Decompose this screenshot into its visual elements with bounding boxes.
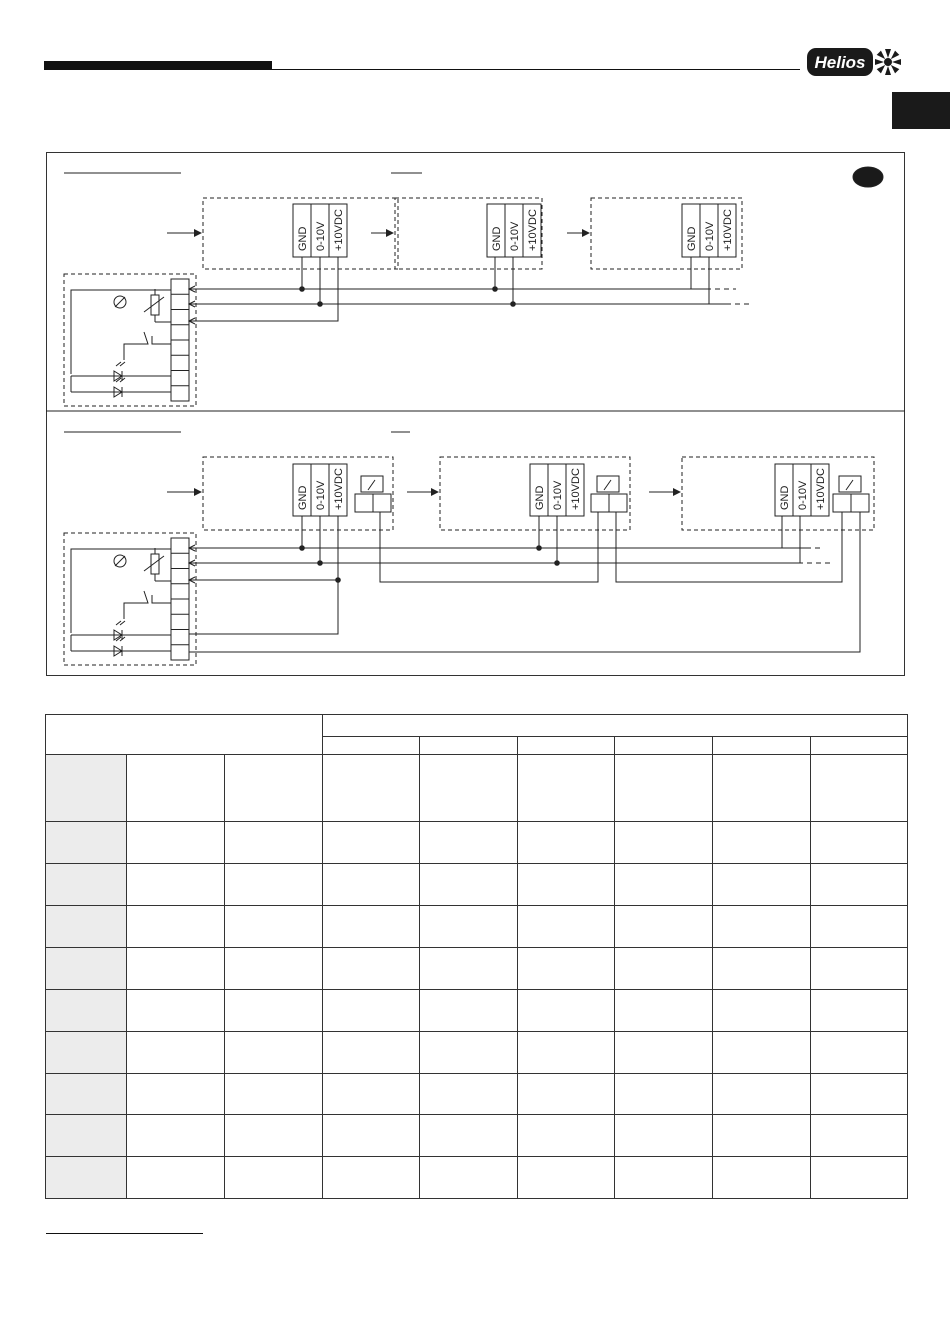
table-cell — [615, 906, 713, 948]
header-bar — [44, 61, 272, 70]
table-cell — [323, 864, 420, 906]
table-cell — [518, 1074, 615, 1115]
table-cell — [420, 906, 518, 948]
table-subheader-cell — [615, 737, 713, 755]
table-cell — [225, 864, 323, 906]
junction-dot — [511, 302, 516, 307]
diagram-badge — [853, 167, 883, 187]
table-cell — [323, 1074, 420, 1115]
table-row-header — [46, 1032, 127, 1074]
table-row — [46, 1032, 908, 1074]
table-cell — [323, 990, 420, 1032]
terminal-label: +10VDC — [570, 468, 582, 510]
table-cell — [225, 822, 323, 864]
potentiometer-wiper — [144, 556, 164, 571]
terminal-label: 0-10V — [704, 221, 716, 251]
table-row-header — [46, 1115, 127, 1157]
table-row-header — [46, 1157, 127, 1199]
table-row-header — [46, 948, 127, 990]
table-row-header — [46, 906, 127, 948]
table-cell — [518, 990, 615, 1032]
relay-switch — [604, 480, 611, 490]
table-cell — [811, 822, 908, 864]
table-row — [46, 990, 908, 1032]
junction-dot — [537, 546, 542, 551]
controller-wire — [152, 595, 171, 603]
table-row — [46, 948, 908, 990]
table-cell — [420, 822, 518, 864]
table-cell — [420, 1157, 518, 1199]
table-cell — [713, 1074, 811, 1115]
table-cell — [225, 906, 323, 948]
table-cell — [811, 864, 908, 906]
table-row-header — [46, 864, 127, 906]
terminal-label: GND — [534, 485, 546, 510]
switch — [124, 591, 148, 619]
table-cell — [323, 1032, 420, 1074]
terminal-label: +10VDC — [333, 209, 345, 251]
table-cell — [127, 948, 225, 990]
table-row — [46, 1157, 908, 1199]
terminal-label: 0-10V — [509, 221, 521, 251]
switch — [124, 332, 148, 360]
table-cell — [713, 864, 811, 906]
table-cell — [127, 755, 225, 822]
table-subheader-cell — [811, 737, 908, 755]
table-cell — [323, 822, 420, 864]
table-cell — [420, 1074, 518, 1115]
table-row — [46, 864, 908, 906]
table-row — [46, 822, 908, 864]
table-cell — [811, 906, 908, 948]
table-cell — [615, 990, 713, 1032]
table-cell — [811, 1115, 908, 1157]
table-row-header — [46, 1074, 127, 1115]
table-cell — [811, 948, 908, 990]
table-cell — [518, 822, 615, 864]
table-cell — [420, 948, 518, 990]
terminal-label: 0-10V — [315, 221, 327, 251]
table-header-cell — [323, 715, 908, 737]
table-cell — [420, 1032, 518, 1074]
table-cell — [225, 1115, 323, 1157]
table-cell — [127, 864, 225, 906]
table-cell — [323, 755, 420, 822]
table-cell — [713, 1157, 811, 1199]
table-cell — [127, 990, 225, 1032]
table-cell — [225, 948, 323, 990]
table-cell — [615, 948, 713, 990]
terminal-label: GND — [686, 226, 698, 251]
table-cell — [615, 1115, 713, 1157]
table-row-header — [46, 755, 127, 822]
table-cell — [225, 755, 323, 822]
table-cell — [713, 755, 811, 822]
table-cell — [811, 1074, 908, 1115]
table-cell — [615, 864, 713, 906]
table-cell — [518, 755, 615, 822]
terminal-label: GND — [297, 226, 309, 251]
terminal-label: +10VDC — [722, 209, 734, 251]
table-cell — [127, 822, 225, 864]
dial-icon — [115, 297, 125, 307]
table-cell — [127, 1074, 225, 1115]
terminal-label: 0-10V — [552, 480, 564, 510]
terminal-label: +10VDC — [333, 468, 345, 510]
table-header-cell — [46, 715, 323, 755]
terminal-label: 0-10V — [797, 480, 809, 510]
table-cell — [713, 822, 811, 864]
terminal-label: GND — [297, 485, 309, 510]
table-subheader-cell — [713, 737, 811, 755]
potentiometer — [151, 295, 159, 315]
table-row-header — [46, 822, 127, 864]
table-cell — [518, 906, 615, 948]
footnote-rule — [46, 1233, 203, 1234]
table-cell — [518, 1032, 615, 1074]
supply-wire — [189, 516, 338, 634]
wiring-diagram — [46, 152, 905, 676]
table-cell — [615, 1074, 713, 1115]
table-header-row — [46, 715, 908, 737]
table-row-header — [46, 990, 127, 1032]
table-cell — [323, 1115, 420, 1157]
junction-dot — [318, 302, 323, 307]
table-cell — [420, 1115, 518, 1157]
table-cell — [518, 1115, 615, 1157]
table-cell — [615, 822, 713, 864]
table-row — [46, 906, 908, 948]
table-cell — [518, 1157, 615, 1199]
table-cell — [225, 1032, 323, 1074]
table-cell — [127, 1157, 225, 1199]
fan-icon — [875, 49, 901, 75]
table-cell — [615, 1032, 713, 1074]
table-cell — [811, 755, 908, 822]
table-cell — [713, 1115, 811, 1157]
table-cell — [420, 864, 518, 906]
table-cell — [127, 906, 225, 948]
table-row — [46, 1115, 908, 1157]
table-cell — [225, 990, 323, 1032]
table-subheader-cell — [420, 737, 518, 755]
table-subheader-cell — [518, 737, 615, 755]
table-cell — [323, 906, 420, 948]
relay-switch — [846, 480, 853, 490]
table-row — [46, 755, 908, 822]
table-cell — [615, 1157, 713, 1199]
brand-logo — [806, 46, 904, 78]
controller-wire — [152, 336, 171, 344]
table-cell — [811, 990, 908, 1032]
terminal-label: +10VDC — [527, 209, 539, 251]
potentiometer — [151, 554, 159, 574]
junction-dot — [336, 578, 341, 583]
table-cell — [420, 990, 518, 1032]
table-cell — [127, 1032, 225, 1074]
table-row — [46, 1074, 908, 1115]
junction-dot — [555, 561, 560, 566]
table-cell — [225, 1157, 323, 1199]
table-cell — [811, 1157, 908, 1199]
terminal-label: GND — [491, 226, 503, 251]
table-subheader-cell — [323, 737, 420, 755]
table-cell — [323, 948, 420, 990]
table-cell — [420, 755, 518, 822]
fan-unit-box — [591, 198, 742, 269]
table-cell — [615, 755, 713, 822]
relay-wire — [616, 512, 842, 582]
relay-switch — [368, 480, 375, 490]
relay-wire — [380, 512, 598, 582]
language-tab[interactable] — [892, 92, 950, 129]
terminal-label: 0-10V — [315, 480, 327, 510]
table-cell — [127, 1115, 225, 1157]
junction-dot — [300, 546, 305, 551]
table-cell — [518, 948, 615, 990]
table-cell — [713, 990, 811, 1032]
table-cell — [713, 906, 811, 948]
table-cell — [323, 1157, 420, 1199]
dial-icon — [115, 556, 125, 566]
table-cell — [225, 1074, 323, 1115]
table-cell — [518, 864, 615, 906]
junction-dot — [493, 287, 498, 292]
junction-dot — [300, 287, 305, 292]
table-cell — [713, 948, 811, 990]
terminal-label: +10VDC — [815, 468, 827, 510]
table-cell — [811, 1032, 908, 1074]
potentiometer-wiper — [144, 297, 164, 312]
brand-logo-text: Helios — [814, 53, 866, 72]
table-cell — [713, 1032, 811, 1074]
spec-table — [45, 714, 908, 1199]
header-rule — [272, 69, 800, 70]
junction-dot — [318, 561, 323, 566]
terminal-label: GND — [779, 485, 791, 510]
